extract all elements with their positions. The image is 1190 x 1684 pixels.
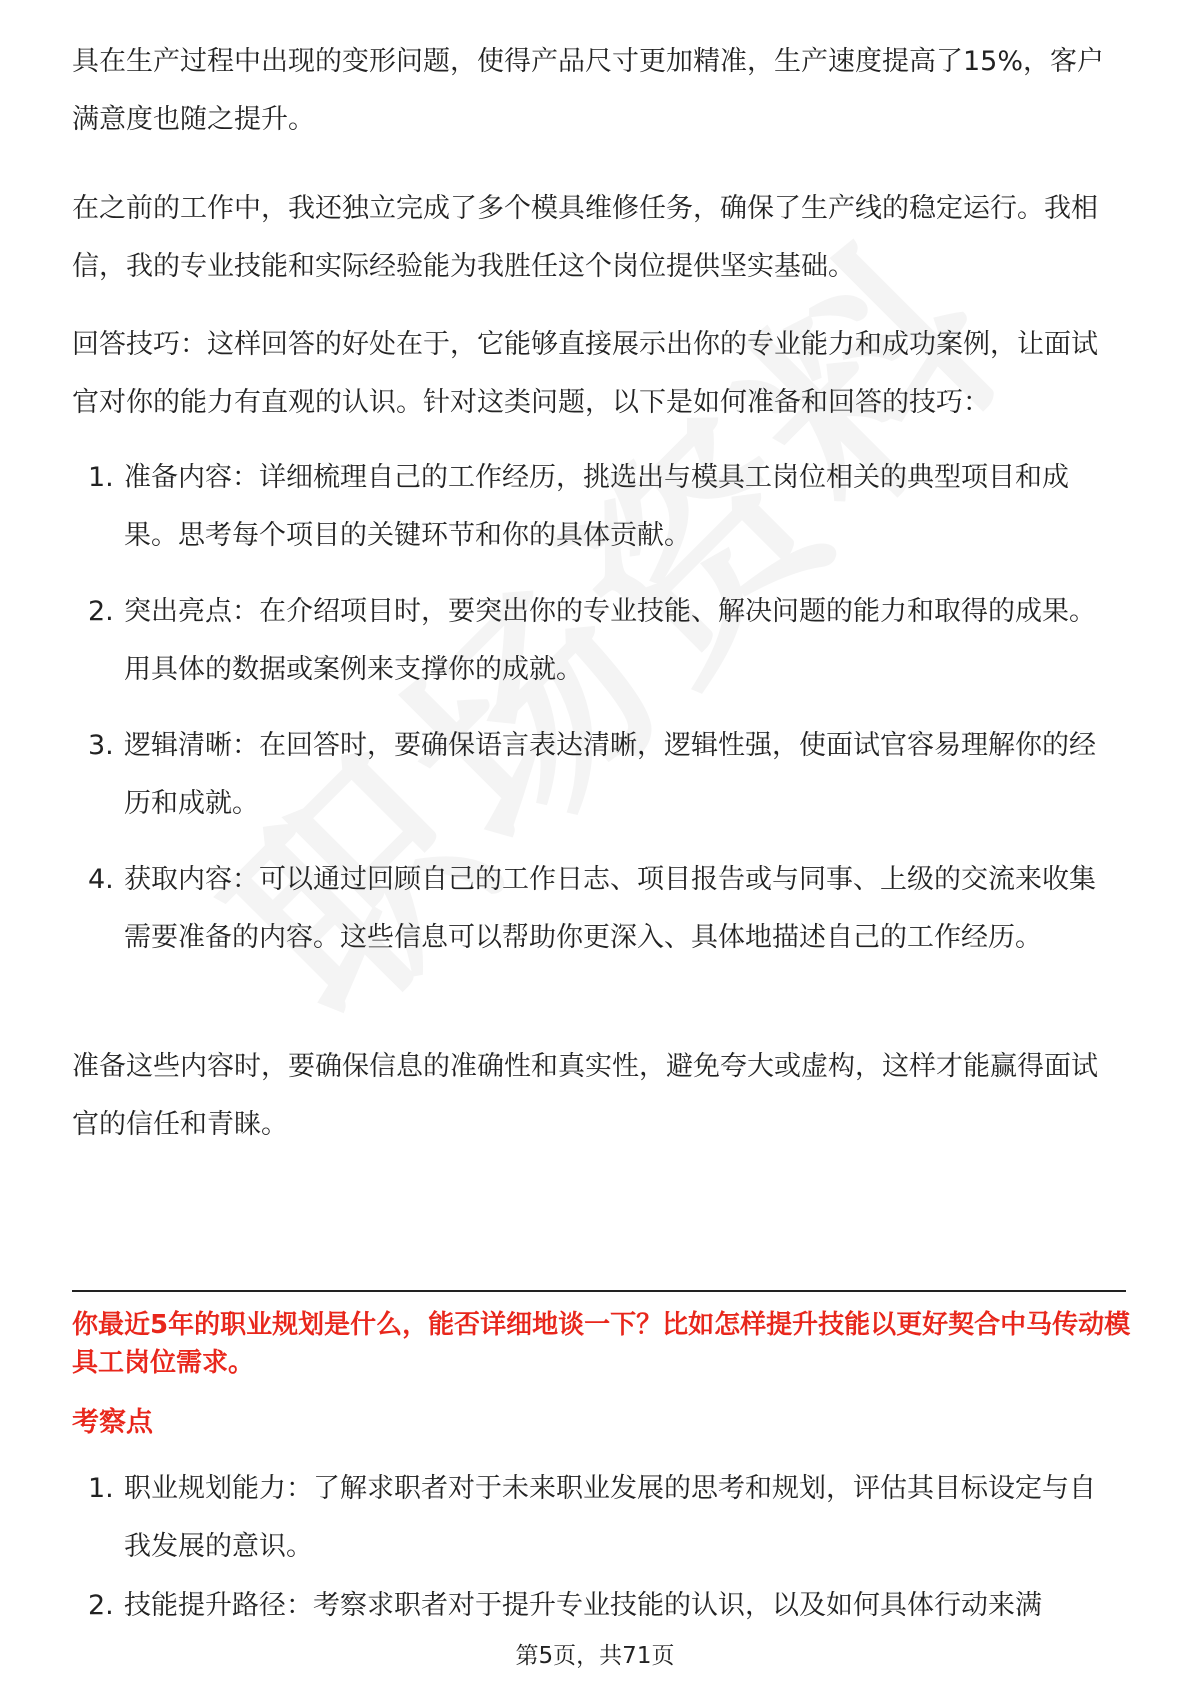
section-title: 考察点 — [72, 1407, 153, 1438]
paragraph-answer-tips: 回答技巧：这样回答的好处在于，它能够直接展示出你的专业能力和成功案例，让面试官对你的能力有直观的认识。针对这类问题，以下是如何准备和回答的技巧： — [72, 329, 1098, 418]
tip-item-2 — [72, 583, 1122, 699]
tip-text: 逻辑清晰：在回答时，要确保语言表达清晰，逻辑性强，使面试官容易理解你的经历和成就。 — [124, 730, 1096, 819]
page-footer: 第5页，共71页 — [515, 1643, 675, 1669]
point-text: 技能提升路径：考察求职者对于提升专业技能的认识，以及如何具体行动来满 — [124, 1590, 1042, 1621]
tip-item-1 — [72, 449, 1122, 565]
tip-text: 准备内容：详细梳理自己的工作经历，挑选出与模具工岗位相关的典型项目和成果。思考每个项目的关键环节和你的具体贡献。 — [124, 462, 1069, 551]
section-divider — [72, 1290, 1126, 1292]
point-item-1 — [72, 1460, 1122, 1576]
tip-text: 突出亮点：在介绍项目时，要突出你的专业技能、解决问题的能力和取得的成果。用具体的数据或案例来支撑你的成就。 — [124, 596, 1096, 685]
tip-text: 获取内容：可以通过回顾自己的工作日志、项目报告或与同事、上级的交流来收集需要准备的内容。这些信息可以帮助你更深入、具体地描述自己的工作经历。 — [124, 864, 1096, 953]
tip-number: 1. — [88, 462, 114, 493]
tip-item-3 — [72, 717, 1122, 833]
interview-question: 你最近5年的职业规划是什么，能否详细地谈一下？比如怎样提升技能以更好契合中马传动模具工岗位需求。 — [72, 1310, 1131, 1378]
tip-number: 4. — [88, 864, 114, 895]
tip-item-4 — [72, 851, 1122, 967]
point-text: 职业规划能力：了解求职者对于未来职业发展的思考和规划，评估其目标设定与自我发展的意识。 — [124, 1473, 1096, 1562]
tip-number: 2. — [88, 596, 114, 627]
point-number: 1. — [88, 1473, 114, 1504]
paragraph-experience: 在之前的工作中，我还独立完成了多个模具维修任务，确保了生产线的稳定运行。我相信，我的专业技能和实际经验能为我胜任这个岗位提供坚实基础。 — [72, 193, 1098, 282]
point-number: 2. — [88, 1590, 114, 1621]
point-item-2 — [72, 1577, 1122, 1635]
paragraph-result: 具在生产过程中出现的变形问题，使得产品尺寸更加精准，生产速度提高了15%，客户满意度也随之提升。 — [72, 46, 1105, 135]
tip-number: 3. — [88, 730, 114, 761]
paragraph-conclusion: 准备这些内容时，要确保信息的准确性和真实性，避免夸大或虚构，这样才能赢得面试官的信任和青睐。 — [72, 1051, 1098, 1140]
